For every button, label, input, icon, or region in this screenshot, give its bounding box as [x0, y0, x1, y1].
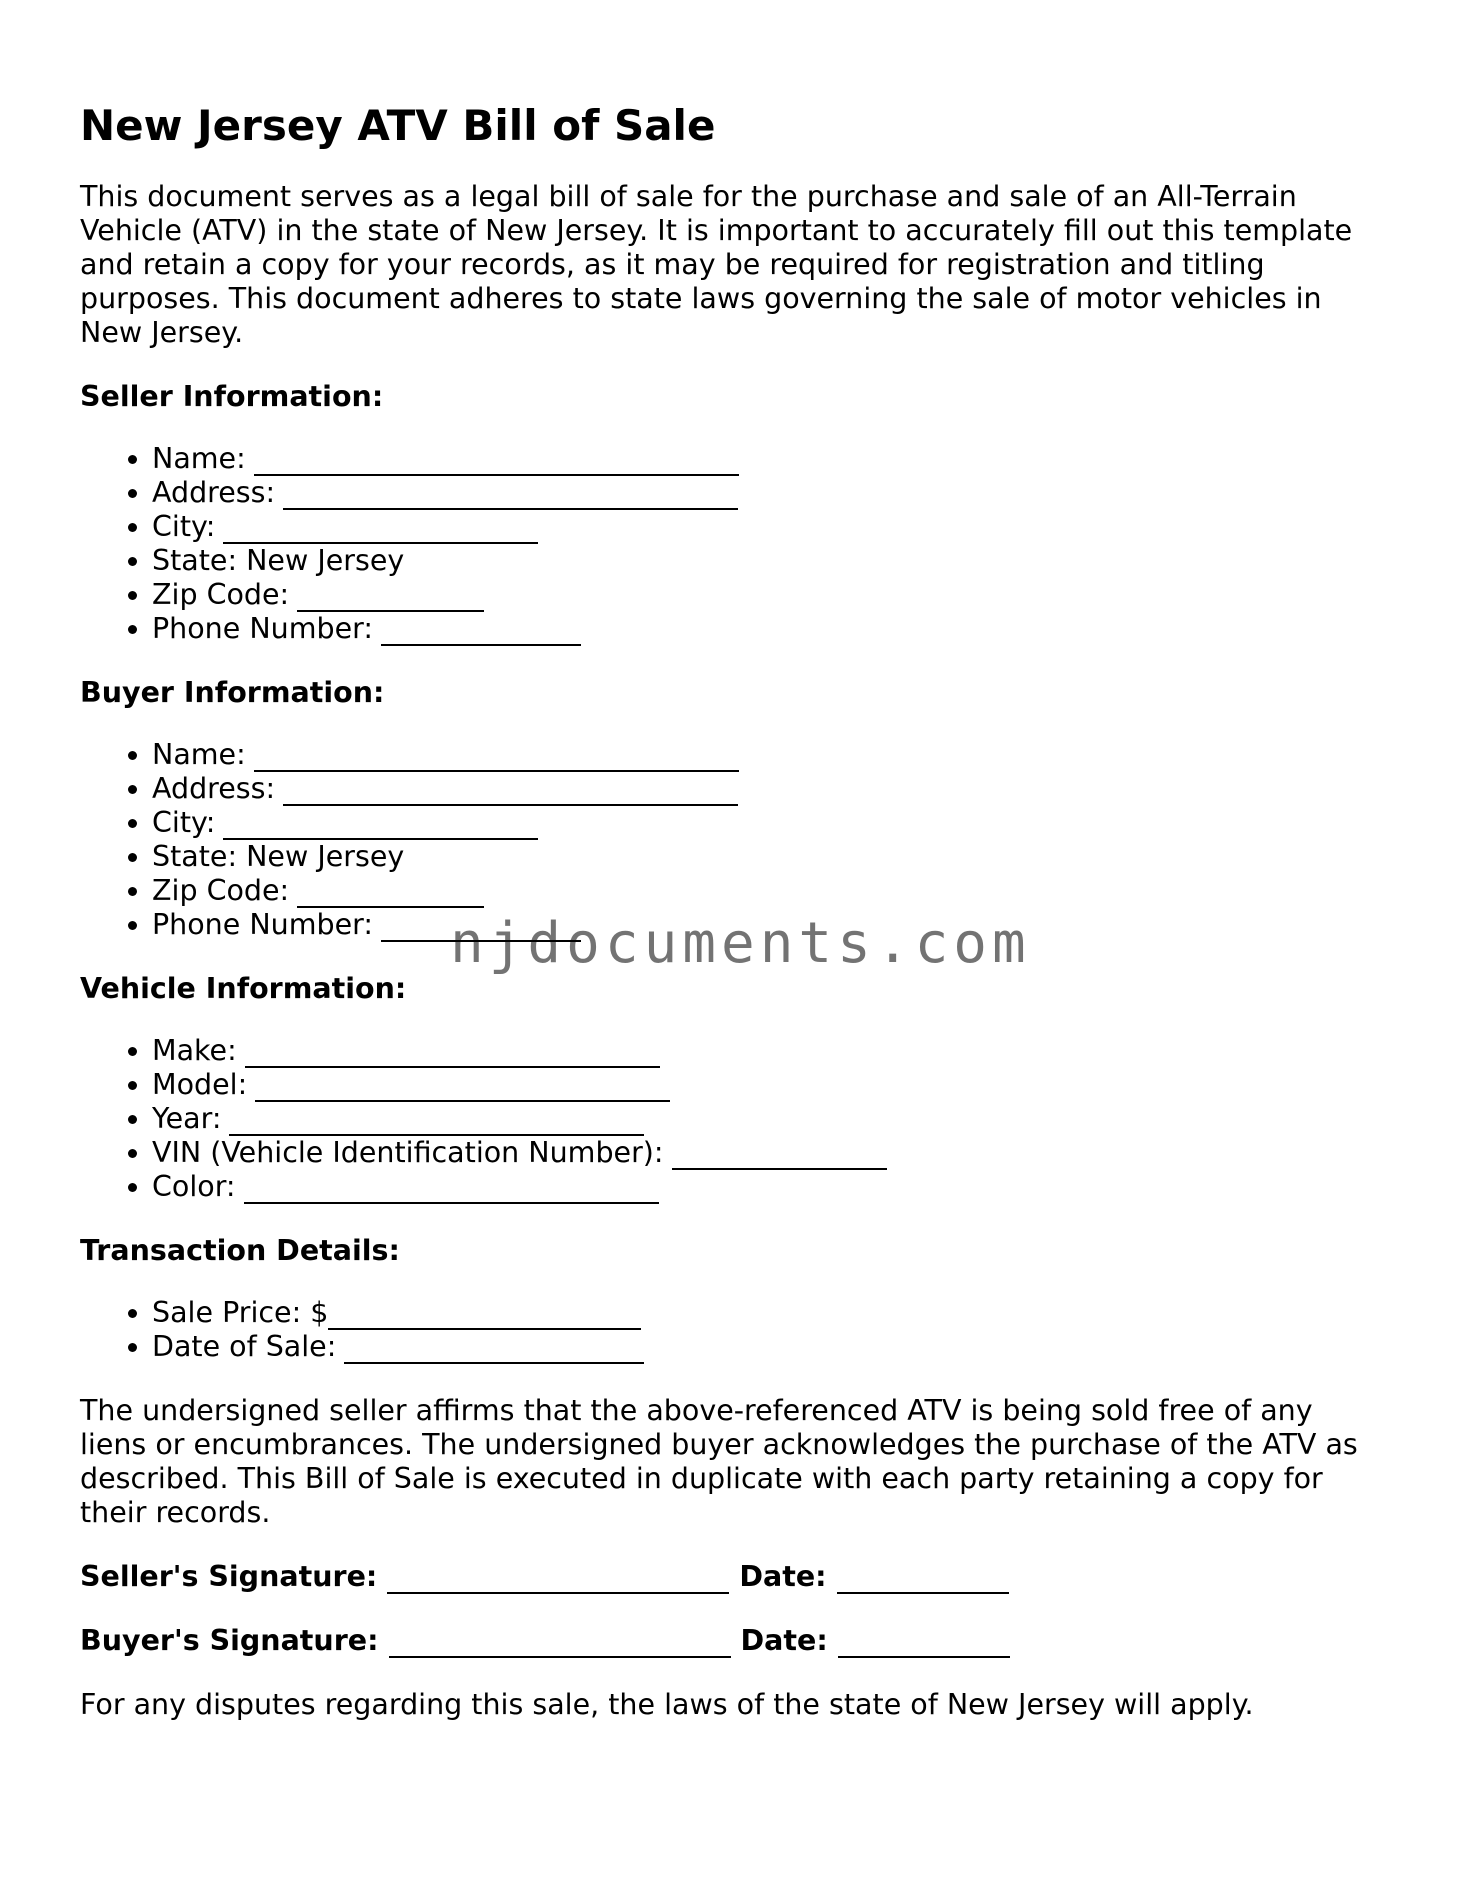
seller-phone-field[interactable] [381, 612, 581, 646]
disputes-paragraph: For any disputes regarding this sale, the laws of the state of New Jersey will apply. [80, 1688, 1254, 1721]
seller-signature-field[interactable] [387, 1560, 729, 1594]
list-item [152, 772, 1380, 806]
seller-date-label: Date: [739, 1560, 827, 1593]
transaction-section-heading: Transaction Details: [80, 1234, 400, 1267]
seller-zip-field[interactable] [297, 578, 484, 612]
vehicle-section-heading: Vehicle Information: [80, 972, 407, 1005]
seller-city-label: City: [152, 510, 216, 543]
seller-state-label: State: New Jersey [152, 544, 405, 577]
seller-address-field[interactable] [283, 476, 738, 510]
buyer-name-label: Name: [152, 738, 246, 771]
affirmation-paragraph: The undersigned seller affirms that the above-referenced ATV is being sold free of any liens or encumbrances. The undersigned buyer acknowledges the purchase of the ATV as described. This Bill of Sale is executed in duplicate with each party retaining a copy for their records. [80, 1394, 1358, 1529]
buyer-phone-label: Phone Number: [152, 908, 373, 941]
sale-date-field[interactable] [344, 1330, 644, 1364]
vehicle-color-label: Color: [152, 1170, 236, 1203]
watermark: njdocuments.com [450, 911, 1031, 976]
vehicle-year-label: Year: [152, 1102, 222, 1135]
list-item [152, 1068, 1380, 1102]
buyer-state-label: State: New Jersey [152, 840, 405, 873]
list-item [152, 738, 1380, 772]
buyer-address-label: Address: [152, 772, 276, 805]
buyer-address-field[interactable] [283, 772, 738, 806]
sale-date-label: Date of Sale: [152, 1330, 337, 1363]
document-title: New Jersey ATV Bill of Sale [80, 101, 716, 150]
seller-name-field[interactable] [254, 442, 739, 476]
seller-address-label: Address: [152, 476, 276, 509]
transaction-info-list [80, 1296, 1380, 1364]
buyer-section-heading: Buyer Information: [80, 676, 385, 709]
list-item [152, 840, 1380, 874]
buyer-signature-field[interactable] [389, 1624, 731, 1658]
list-item [152, 1296, 1380, 1330]
list-item [152, 476, 1380, 510]
seller-phone-label: Phone Number: [152, 612, 373, 645]
vehicle-model-label: Model: [152, 1068, 248, 1101]
list-item [152, 544, 1380, 578]
seller-signature-line [80, 1560, 1380, 1594]
buyer-city-field[interactable] [223, 806, 538, 840]
buyer-signature-line [80, 1624, 1380, 1658]
buyer-date-label: Date: [740, 1624, 828, 1657]
buyer-signature-label: Buyer's Signature: [80, 1624, 379, 1657]
intro-paragraph: This document serves as a legal bill of sale for the purchase and sale of an All-Terrain Vehicle (ATV) in the state of New Jersey. It is important to accurately fill out this template and retain a copy for your records, as it may be required for registration and titling purposes. This document adheres to state laws governing the sale of motor vehicles in New Jersey. [80, 180, 1353, 349]
vehicle-make-label: Make: [152, 1034, 237, 1067]
list-item [152, 612, 1380, 646]
sale-price-field[interactable] [328, 1296, 641, 1330]
list-item [152, 1102, 1380, 1136]
list-item [152, 578, 1380, 612]
vehicle-color-field[interactable] [244, 1170, 659, 1204]
seller-section-heading: Seller Information: [80, 380, 384, 413]
list-item [152, 1170, 1380, 1204]
list-item [152, 1330, 1380, 1364]
list-item [152, 874, 1380, 908]
list-item [152, 1034, 1380, 1068]
buyer-zip-label: Zip Code: [152, 874, 290, 907]
seller-city-field[interactable] [223, 510, 538, 544]
vehicle-vin-label: VIN (Vehicle Identification Number): [152, 1136, 664, 1169]
document-page [80, 96, 1380, 1722]
buyer-city-label: City: [152, 806, 216, 839]
list-item [152, 510, 1380, 544]
seller-date-field[interactable] [837, 1560, 1009, 1594]
list-item [152, 442, 1380, 476]
vehicle-model-field[interactable] [255, 1068, 670, 1102]
buyer-name-field[interactable] [254, 738, 739, 772]
buyer-zip-field[interactable] [297, 874, 484, 908]
list-item [152, 1136, 1380, 1170]
vehicle-info-list [80, 1034, 1380, 1204]
seller-name-label: Name: [152, 442, 246, 475]
vehicle-year-field[interactable] [229, 1102, 644, 1136]
vehicle-make-field[interactable] [245, 1034, 660, 1068]
vehicle-vin-field[interactable] [672, 1136, 887, 1170]
seller-info-list [80, 442, 1380, 646]
buyer-date-field[interactable] [838, 1624, 1010, 1658]
seller-signature-label: Seller's Signature: [80, 1560, 378, 1593]
list-item [152, 806, 1380, 840]
seller-zip-label: Zip Code: [152, 578, 290, 611]
sale-price-label: Sale Price: $ [152, 1296, 329, 1329]
